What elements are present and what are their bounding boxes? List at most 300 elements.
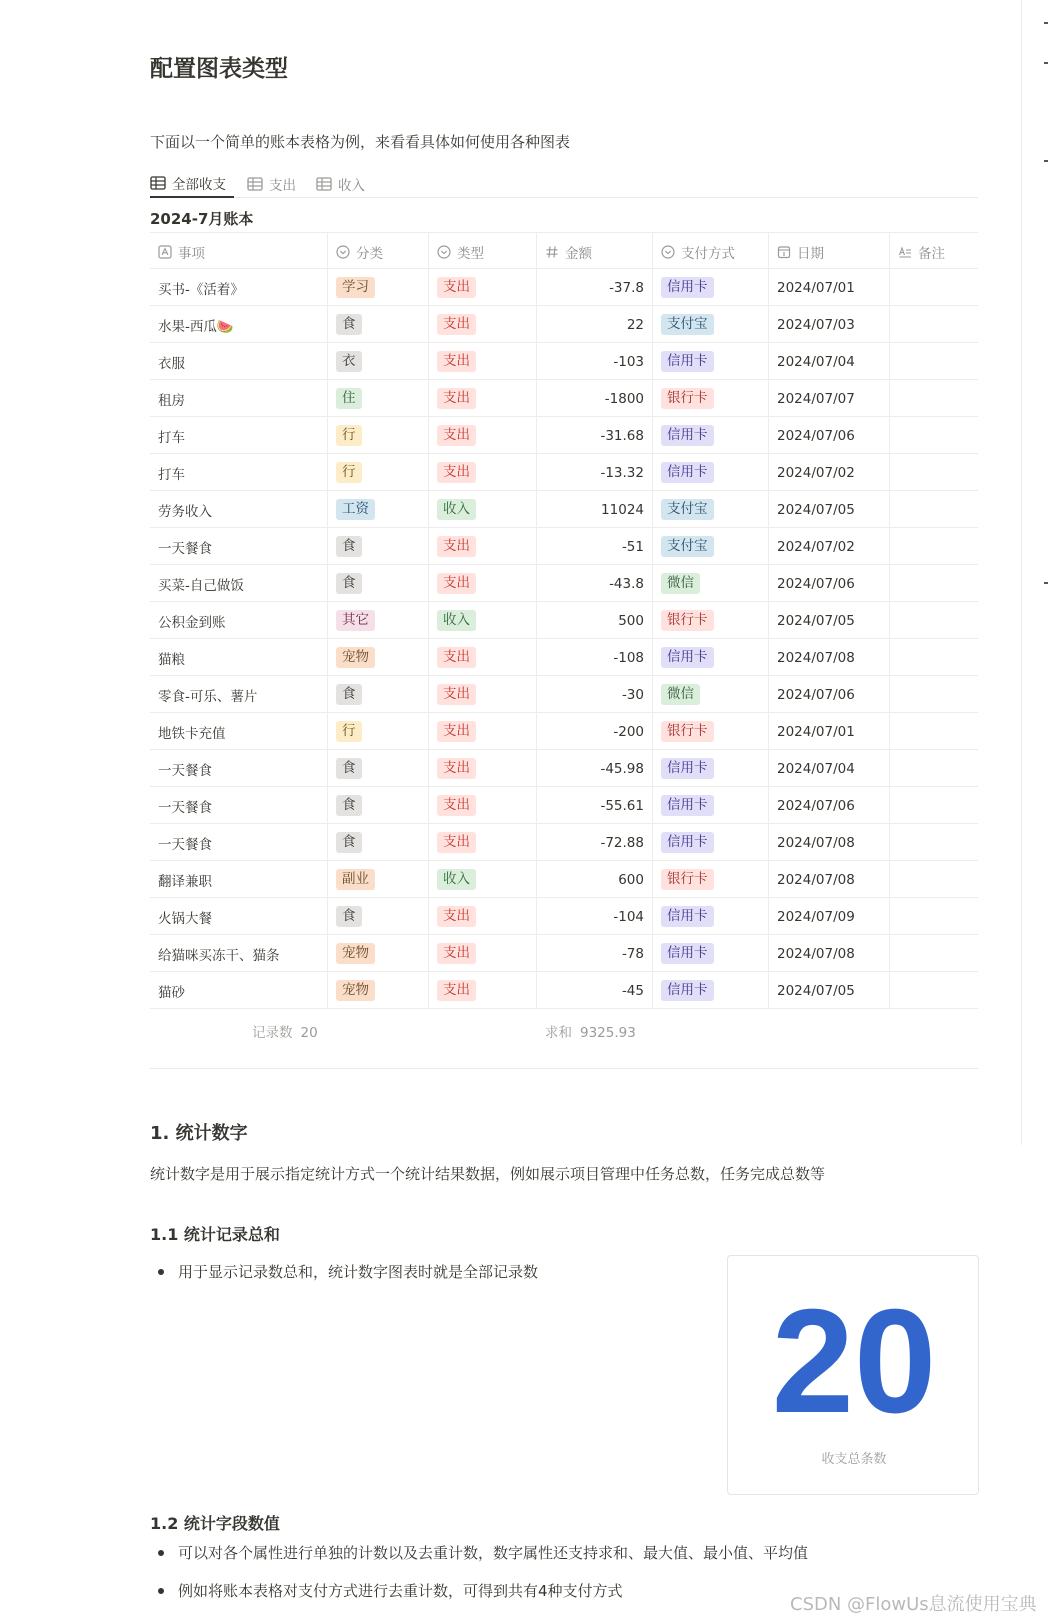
- payment-cell[interactable]: [653, 491, 769, 528]
- item-cell[interactable]: [150, 306, 328, 343]
- section-description: 统计数字是用于展示指定统计方式一个统计结果数据，例如展示项目管理中任务总数，任务完成总数等: [150, 1165, 826, 1183]
- divider: [150, 1068, 978, 1069]
- category-cell[interactable]: [328, 787, 429, 824]
- tag: 宠物: [336, 943, 375, 964]
- column-header[interactable]: [150, 233, 328, 270]
- tag: 收入: [437, 499, 476, 520]
- payment-cell[interactable]: [653, 898, 769, 935]
- tag: 信用卡: [661, 906, 714, 927]
- amount-cell[interactable]: [537, 639, 653, 676]
- amount-cell[interactable]: [537, 343, 653, 380]
- date-cell[interactable]: [769, 269, 890, 306]
- type-cell[interactable]: [429, 306, 537, 343]
- type-cell[interactable]: [429, 713, 537, 750]
- tag: 支出: [437, 573, 476, 594]
- cell-text: -37.8: [609, 279, 644, 296]
- note-cell[interactable]: [890, 306, 978, 343]
- tab-expense[interactable]: [247, 170, 296, 198]
- tag: 支出: [437, 425, 476, 446]
- table-row[interactable]: [150, 750, 978, 787]
- date-cell[interactable]: [769, 861, 890, 898]
- category-cell[interactable]: [328, 861, 429, 898]
- date-cell[interactable]: [769, 602, 890, 639]
- tag: 支出: [437, 536, 476, 557]
- subsection-heading: 1.2 统计字段数值: [150, 1514, 280, 1533]
- type-cell[interactable]: [429, 935, 537, 972]
- type-cell[interactable]: [429, 491, 537, 528]
- category-cell[interactable]: [328, 269, 429, 306]
- table-row[interactable]: [150, 565, 978, 602]
- note-cell[interactable]: [890, 269, 978, 306]
- bullet-text: 可以对各个属性进行单独的计数以及去重计数，数字属性还支持求和、最大值、最小值、平均值: [178, 1544, 809, 1562]
- column-header[interactable]: [653, 233, 769, 270]
- note-cell[interactable]: [890, 676, 978, 713]
- note-cell[interactable]: [890, 787, 978, 824]
- cell-text: -31.68: [600, 427, 644, 444]
- item-cell[interactable]: [150, 935, 328, 972]
- category-cell[interactable]: [328, 491, 429, 528]
- category-cell[interactable]: [328, 935, 429, 972]
- date-cell[interactable]: [769, 713, 890, 750]
- tag: 支出: [437, 980, 476, 1001]
- date-cell[interactable]: [769, 787, 890, 824]
- amount-cell[interactable]: [537, 454, 653, 491]
- subsection-heading: 1.1 统计记录总和: [150, 1225, 280, 1244]
- tag: 支出: [437, 388, 476, 409]
- cell-text: 2024/07/01: [777, 279, 855, 296]
- tag: 支出: [437, 647, 476, 668]
- item-cell[interactable]: [150, 565, 328, 602]
- date-cell[interactable]: [769, 454, 890, 491]
- note-cell[interactable]: [890, 935, 978, 972]
- payment-cell[interactable]: [653, 713, 769, 750]
- cell-text: -43.8: [609, 575, 644, 592]
- cell-text: 2024/07/08: [777, 945, 855, 962]
- item-cell[interactable]: [150, 454, 328, 491]
- payment-cell[interactable]: [653, 306, 769, 343]
- cell-text: 租房: [158, 392, 185, 409]
- table-row[interactable]: [150, 713, 978, 750]
- amount-cell[interactable]: [537, 306, 653, 343]
- payment-cell[interactable]: [653, 861, 769, 898]
- item-cell[interactable]: [150, 417, 328, 454]
- page-title: 配置图表类型: [150, 56, 288, 82]
- note-cell[interactable]: [890, 713, 978, 750]
- date-cell[interactable]: [769, 750, 890, 787]
- date-cell[interactable]: [769, 343, 890, 380]
- cell-text: 给猫咪买冻干、猫条: [158, 947, 280, 964]
- tag: 微信: [661, 684, 700, 705]
- tag: 食: [336, 314, 362, 335]
- note-cell[interactable]: [890, 343, 978, 380]
- table-row[interactable]: [150, 380, 978, 417]
- tag: 工资: [336, 499, 375, 520]
- cell-text: 一天餐食: [158, 799, 212, 816]
- item-cell[interactable]: [150, 343, 328, 380]
- table-row[interactable]: [150, 306, 978, 343]
- tag: 信用卡: [661, 832, 714, 853]
- type-cell[interactable]: [429, 454, 537, 491]
- amount-cell[interactable]: [537, 824, 653, 861]
- amount-cell[interactable]: [537, 750, 653, 787]
- tag: 支出: [437, 943, 476, 964]
- payment-cell[interactable]: [653, 380, 769, 417]
- table-row[interactable]: [150, 602, 978, 639]
- item-cell[interactable]: [150, 861, 328, 898]
- amount-cell[interactable]: [537, 269, 653, 306]
- tag: 银行卡: [661, 721, 714, 742]
- right-panel-marker: [1044, 582, 1048, 584]
- type-cell[interactable]: [429, 269, 537, 306]
- tag: 银行卡: [661, 388, 714, 409]
- cell-text: -72.88: [600, 834, 644, 851]
- type-cell[interactable]: [429, 972, 537, 1009]
- type-cell[interactable]: [429, 528, 537, 565]
- record-count-label: 记录数: [252, 1025, 293, 1041]
- payment-cell[interactable]: [653, 343, 769, 380]
- table-row[interactable]: [150, 935, 978, 972]
- amount-cell[interactable]: [537, 935, 653, 972]
- tag: 食: [336, 536, 362, 557]
- tag: 信用卡: [661, 351, 714, 372]
- type-cell[interactable]: [429, 676, 537, 713]
- tag: 宠物: [336, 980, 375, 1001]
- cell-text: 买菜-自己做饭: [158, 577, 244, 594]
- bullet-item: [158, 1580, 623, 1601]
- amount-sum[interactable]: [545, 1021, 636, 1041]
- category-cell[interactable]: [328, 306, 429, 343]
- tag: 其它: [336, 610, 375, 631]
- intro-text: 下面以一个简单的账本表格为例，来看看具体如何使用各种图表: [150, 133, 571, 151]
- cell-text: 2024/07/04: [777, 760, 855, 777]
- cell-text: -200: [613, 723, 644, 740]
- date-cell[interactable]: [769, 676, 890, 713]
- category-cell[interactable]: [328, 824, 429, 861]
- table-row[interactable]: [150, 861, 978, 898]
- category-cell[interactable]: [328, 380, 429, 417]
- amount-cell[interactable]: [537, 602, 653, 639]
- bullet-text: 例如将账本表格对支付方式进行去重计数，可得到共有4种支付方式: [178, 1582, 623, 1600]
- payment-cell[interactable]: [653, 602, 769, 639]
- cell-text: 2024/07/06: [777, 427, 855, 444]
- amount-cell[interactable]: [537, 676, 653, 713]
- tag: 食: [336, 795, 362, 816]
- tag: 支出: [437, 758, 476, 779]
- table-row[interactable]: [150, 824, 978, 861]
- amount-cell[interactable]: [537, 787, 653, 824]
- date-property-icon: [777, 245, 791, 259]
- item-cell[interactable]: [150, 713, 328, 750]
- amount-cell[interactable]: [537, 528, 653, 565]
- table-row[interactable]: [150, 972, 978, 1009]
- long-text-property-icon: [898, 245, 912, 259]
- column-header[interactable]: [890, 233, 978, 270]
- column-label: 金额: [565, 245, 592, 262]
- amount-cell[interactable]: [537, 898, 653, 935]
- select-property-icon: [437, 245, 451, 259]
- tag: 支出: [437, 795, 476, 816]
- type-cell[interactable]: [429, 824, 537, 861]
- cell-text: 22: [626, 316, 644, 333]
- bullet-dot: [158, 1550, 164, 1556]
- date-cell[interactable]: [769, 491, 890, 528]
- category-cell[interactable]: [328, 713, 429, 750]
- table-row[interactable]: [150, 676, 978, 713]
- payment-cell[interactable]: [653, 824, 769, 861]
- date-cell[interactable]: [769, 898, 890, 935]
- note-cell[interactable]: [890, 565, 978, 602]
- type-cell[interactable]: [429, 380, 537, 417]
- category-cell[interactable]: [328, 528, 429, 565]
- date-cell[interactable]: [769, 935, 890, 972]
- item-cell[interactable]: [150, 639, 328, 676]
- cell-text: 一天餐食: [158, 540, 212, 557]
- payment-cell[interactable]: [653, 528, 769, 565]
- tag: 支出: [437, 277, 476, 298]
- cell-text: -13.32: [600, 464, 644, 481]
- category-cell[interactable]: [328, 454, 429, 491]
- note-cell[interactable]: [890, 602, 978, 639]
- tag: 副业: [336, 869, 375, 890]
- cell-text: 2024/07/05: [777, 982, 855, 999]
- cell-text: 2024/07/03: [777, 316, 855, 333]
- cell-text: 500: [618, 612, 644, 629]
- payment-cell[interactable]: [653, 787, 769, 824]
- cell-text: -45.98: [600, 760, 644, 777]
- bullet-item: [158, 1542, 808, 1563]
- tag: 信用卡: [661, 795, 714, 816]
- category-cell[interactable]: [328, 750, 429, 787]
- tag: 支出: [437, 462, 476, 483]
- column-header[interactable]: [769, 233, 890, 270]
- tag: 食: [336, 684, 362, 705]
- cell-text: 劳务收入: [158, 503, 212, 520]
- type-cell[interactable]: [429, 750, 537, 787]
- record-count-value: 20: [300, 1025, 318, 1041]
- item-cell[interactable]: [150, 380, 328, 417]
- amount-cell[interactable]: [537, 713, 653, 750]
- payment-cell[interactable]: [653, 676, 769, 713]
- type-cell[interactable]: [429, 343, 537, 380]
- type-cell[interactable]: [429, 639, 537, 676]
- amount-cell[interactable]: [537, 972, 653, 1009]
- tag: 食: [336, 832, 362, 853]
- item-cell[interactable]: [150, 824, 328, 861]
- column-label: 事项: [178, 245, 205, 262]
- cell-text: 火锅大餐: [158, 910, 212, 927]
- table-row[interactable]: [150, 898, 978, 935]
- tag: 信用卡: [661, 425, 714, 446]
- date-cell[interactable]: [769, 972, 890, 1009]
- cell-text: -108: [613, 649, 644, 666]
- payment-cell[interactable]: [653, 935, 769, 972]
- tag: 支出: [437, 832, 476, 853]
- date-cell[interactable]: [769, 380, 890, 417]
- category-cell[interactable]: [328, 343, 429, 380]
- note-cell[interactable]: [890, 528, 978, 565]
- note-cell[interactable]: [890, 417, 978, 454]
- cell-text: 公积金到账: [158, 614, 226, 631]
- column-header[interactable]: [537, 233, 653, 270]
- cell-text: 2024/07/08: [777, 871, 855, 888]
- tag: 支出: [437, 906, 476, 927]
- cell-text: 2024/07/05: [777, 501, 855, 518]
- table-row[interactable]: [150, 269, 978, 306]
- tag: 信用卡: [661, 980, 714, 1001]
- cell-text: 猫粮: [158, 651, 185, 668]
- payment-cell[interactable]: [653, 972, 769, 1009]
- cell-text: 2024/07/02: [777, 464, 855, 481]
- number-chart-card[interactable]: [727, 1255, 979, 1495]
- tag: 行: [336, 721, 362, 742]
- category-cell[interactable]: [328, 565, 429, 602]
- amount-cell[interactable]: [537, 861, 653, 898]
- record-count[interactable]: [252, 1021, 318, 1041]
- tag: 信用卡: [661, 943, 714, 964]
- watermark: CSDN @FlowUs息流使用宝典: [790, 1594, 1037, 1615]
- date-cell[interactable]: [769, 639, 890, 676]
- table-row[interactable]: [150, 528, 978, 565]
- category-cell[interactable]: [328, 898, 429, 935]
- payment-cell[interactable]: [653, 750, 769, 787]
- type-cell[interactable]: [429, 602, 537, 639]
- table-row[interactable]: [150, 639, 978, 676]
- note-cell[interactable]: [890, 898, 978, 935]
- cell-text: 2024/07/05: [777, 612, 855, 629]
- date-cell[interactable]: [769, 306, 890, 343]
- payment-cell[interactable]: [653, 417, 769, 454]
- cell-text: 一天餐食: [158, 836, 212, 853]
- select-property-icon: [336, 245, 350, 259]
- type-cell[interactable]: [429, 787, 537, 824]
- note-cell[interactable]: [890, 824, 978, 861]
- note-cell[interactable]: [890, 750, 978, 787]
- tab-all[interactable]: [150, 170, 234, 198]
- note-cell[interactable]: [890, 972, 978, 1009]
- right-panel-marker: [1044, 160, 1048, 162]
- select-property-icon: [661, 245, 675, 259]
- type-cell[interactable]: [429, 898, 537, 935]
- tag: 食: [336, 573, 362, 594]
- tag: 行: [336, 462, 362, 483]
- cell-text: 猫砂: [158, 984, 185, 1001]
- cell-text: 打车: [158, 429, 185, 446]
- amount-cell[interactable]: [537, 380, 653, 417]
- cell-text: 零食-可乐、薯片: [158, 688, 258, 705]
- type-cell[interactable]: [429, 417, 537, 454]
- number-chart-label: 收支总条数: [821, 1452, 887, 1467]
- payment-cell[interactable]: [653, 269, 769, 306]
- note-cell[interactable]: [890, 639, 978, 676]
- view-tabs: [150, 170, 978, 198]
- table-body: [150, 269, 978, 1009]
- tag: 信用卡: [661, 647, 714, 668]
- table-row[interactable]: [150, 417, 978, 454]
- table-row[interactable]: [150, 343, 978, 380]
- item-cell[interactable]: [150, 676, 328, 713]
- amount-cell[interactable]: [537, 565, 653, 602]
- tag: 行: [336, 425, 362, 446]
- tag: 银行卡: [661, 610, 714, 631]
- item-cell[interactable]: [150, 602, 328, 639]
- category-cell[interactable]: [328, 972, 429, 1009]
- amount-sum-value: 9325.93: [580, 1025, 636, 1041]
- item-cell[interactable]: [150, 269, 328, 306]
- item-cell[interactable]: [150, 972, 328, 1009]
- date-cell[interactable]: [769, 565, 890, 602]
- item-cell[interactable]: [150, 491, 328, 528]
- column-header[interactable]: [429, 233, 537, 270]
- cell-text: -45: [621, 982, 644, 999]
- amount-sum-label: 求和: [545, 1025, 572, 1041]
- cell-text: -55.61: [600, 797, 644, 814]
- cell-text: 600: [618, 871, 644, 888]
- column-label: 备注: [918, 245, 945, 262]
- type-cell[interactable]: [429, 565, 537, 602]
- bullet-dot: [158, 1269, 164, 1275]
- category-cell[interactable]: [328, 639, 429, 676]
- note-cell[interactable]: [890, 861, 978, 898]
- table-row[interactable]: [150, 454, 978, 491]
- column-header[interactable]: [328, 233, 429, 270]
- item-cell[interactable]: [150, 898, 328, 935]
- category-cell[interactable]: [328, 417, 429, 454]
- payment-cell[interactable]: [653, 639, 769, 676]
- tag: 收入: [437, 869, 476, 890]
- category-cell[interactable]: [328, 602, 429, 639]
- item-cell[interactable]: [150, 787, 328, 824]
- amount-cell[interactable]: [537, 491, 653, 528]
- item-cell[interactable]: [150, 528, 328, 565]
- tag: 支付宝: [661, 499, 714, 520]
- cell-text: 翻译兼职: [158, 873, 212, 890]
- cell-text: 2024/07/06: [777, 575, 855, 592]
- tag: 支出: [437, 721, 476, 742]
- date-cell[interactable]: [769, 824, 890, 861]
- table-row[interactable]: [150, 787, 978, 824]
- number-property-icon: [545, 245, 559, 259]
- big-number: 20: [771, 1279, 937, 1444]
- cell-text: 2024/07/08: [777, 649, 855, 666]
- category-cell[interactable]: [328, 676, 429, 713]
- item-cell[interactable]: [150, 750, 328, 787]
- tag: 食: [336, 906, 362, 927]
- bullet-dot: [158, 1588, 164, 1594]
- note-cell[interactable]: [890, 491, 978, 528]
- tag: 支付宝: [661, 536, 714, 557]
- payment-cell[interactable]: [653, 454, 769, 491]
- note-cell[interactable]: [890, 454, 978, 491]
- cell-text: 2024/07/06: [777, 797, 855, 814]
- table-row[interactable]: [150, 491, 978, 528]
- date-cell[interactable]: [769, 417, 890, 454]
- tag: 衣: [336, 351, 362, 372]
- type-cell[interactable]: [429, 861, 537, 898]
- cell-text: -30: [621, 686, 644, 703]
- payment-cell[interactable]: [653, 565, 769, 602]
- cell-text: 一天餐食: [158, 762, 212, 779]
- note-cell[interactable]: [890, 380, 978, 417]
- cell-text: 2024/07/02: [777, 538, 855, 555]
- tab-income[interactable]: [316, 170, 365, 198]
- date-cell[interactable]: [769, 528, 890, 565]
- amount-cell[interactable]: [537, 417, 653, 454]
- tag: 住: [336, 388, 362, 409]
- tag: 信用卡: [661, 758, 714, 779]
- cell-text: 地铁卡充值: [158, 725, 226, 742]
- column-label: 分类: [356, 245, 383, 262]
- cell-text: 衣服: [158, 355, 185, 372]
